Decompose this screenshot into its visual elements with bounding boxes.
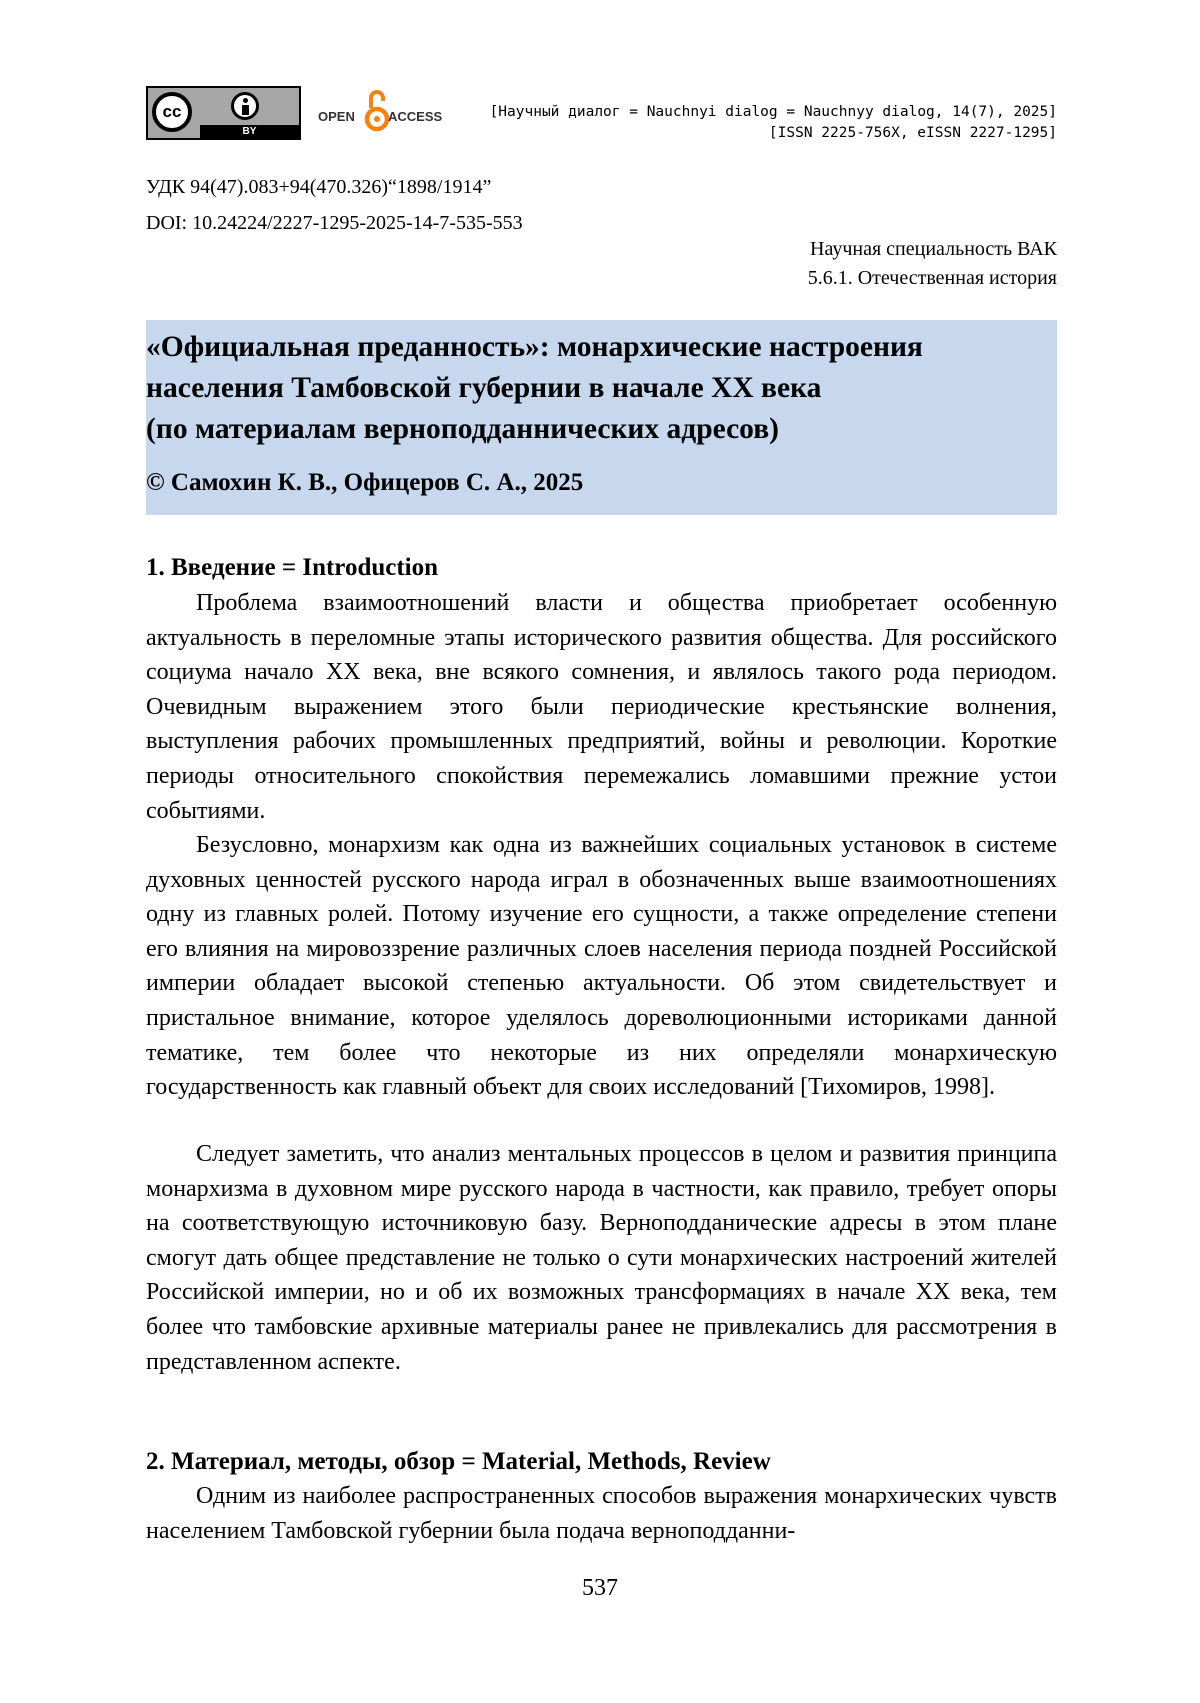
cc-icon: cc: [152, 92, 192, 132]
section-heading-introduction: 1. Введение = Introduction: [146, 554, 439, 581]
doi: DOI: 10.24224/2227-1295-2025-14-7-535-553: [146, 212, 523, 234]
udk-code: УДК 94(47).083+94(470.326)“1898/1914”: [146, 176, 492, 198]
journal-citation-line: [Научный диалог = Nauchnyi dialog = Nauchnyy dialog, 14(7), 2025]: [489, 104, 1057, 120]
body-paragraph: Проблема взаимоотношений власти и общества приобретает особенную актуальность в переломные этапы исторического развития общества. Для российского социума начало XX века, вне всякого сомнения, и являлось такого рода периодом. Очевидным выражением этого были периодические крестьянские волнения, выступления рабочих промышленных предприятий, войны и революции. Короткие периоды относительного спокойствия перемежались ломавшими прежние устои событиями.: [146, 590, 1057, 824]
body-paragraph: Безусловно, монархизм как одна из важнейших социальных установок в системе духовных ценностей русского народа играл в обозначенных выше взаимоотношениях одну из главных ролей. Потому изучение его сущности, а также определение степени его влияния на мировоззрение различных слоев населения периода поздней Российской империи обладает высокой степенью актуальности. Об этом свидетельствует и пристальное внимание, которое уделялось дореволюционными историками данной тематике, тем более что некоторые из них определяли монархическую государственность как главный объект для своих исследований [Тихомиров, 1998].: [146, 832, 1057, 1101]
attribution-person-icon: [231, 92, 259, 120]
cc-by-license-badge: [146, 86, 301, 140]
open-lock-icon: [364, 88, 390, 132]
title-block: [146, 320, 1057, 515]
open-access-logo: [318, 86, 468, 138]
title-line: населения Тамбовской губернии в начале XX века: [146, 372, 822, 404]
specialty-label: Научная специальность ВАК: [810, 238, 1057, 260]
body-paragraph: Следует заметить, что анализ ментальных процессов в целом и развития принципа монархизма в духовном мире русского народа в частности, как правило, требует опоры на соответствующую источниковую базу. Верноподданические адресы в этом плане смогут дать общее представление не только о сути монархических настроений жителей Российской империи, но и об их возможных трансформациях в начале XX века, тем более что тамбовские архивные материалы ранее не привлекались для рассмотрения в представленном аспекте.: [146, 1141, 1057, 1375]
vak-specialty: [808, 235, 1057, 293]
title-line: «Официальная преданность»: монархические настроения: [146, 331, 923, 363]
journal-issn-line: [ISSN 2225-756X, eISSN 2227-1295]: [768, 125, 1057, 141]
authors-copyright: © Самохин К. В., Офицеров С. А., 2025: [146, 469, 584, 496]
specialty-value: 5.6.1. Отечественная история: [807, 267, 1057, 289]
page-number: 537: [582, 1575, 618, 1601]
article-title: [146, 327, 1057, 450]
journal-citation: [490, 102, 1057, 144]
open-access-word-open: OPEN: [318, 109, 355, 124]
body-paragraph: Одним из наиболее распространенных способов выражения монархических чувств населением Тамбовской губернии была подача верноподданни-: [146, 1483, 1057, 1544]
section-heading-methods: 2. Материал, методы, обзор = Material, Methods, Review: [146, 1448, 771, 1475]
title-line: (по материалам верноподданнических адресов): [146, 413, 779, 445]
license-by-label: BY: [200, 125, 299, 138]
open-access-word-access: ACCESS: [388, 109, 443, 124]
